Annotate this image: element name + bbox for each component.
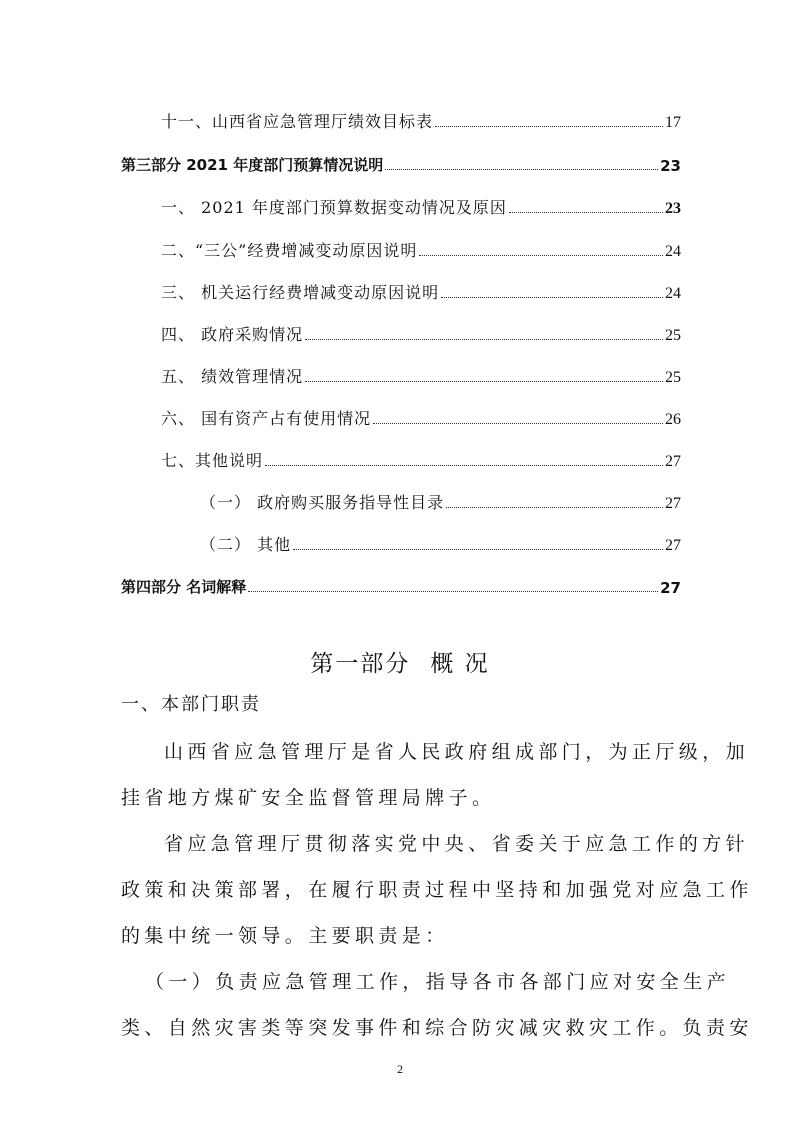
toc-entry-page: 25 xyxy=(665,369,681,386)
toc-entry-page: 24 xyxy=(665,243,681,260)
toc-entry[interactable] xyxy=(161,231,681,261)
toc-entry-page: 27 xyxy=(665,537,681,554)
toc-entry-page: 27 xyxy=(665,453,681,470)
section-title-name: 概 况 xyxy=(430,651,490,677)
paragraph-line: 挂省地方煤矿安全监督管理局牌子。 xyxy=(121,787,496,809)
toc-leader-dots xyxy=(446,506,663,508)
paragraph-line: 政策和决策部署，在履行职责过程中坚持和加强党对应急工作 xyxy=(121,879,753,901)
toc-entry[interactable] xyxy=(161,102,681,132)
paragraph-line: 的集中统一领导。主要职责是： xyxy=(121,925,449,947)
toc-leader-dots xyxy=(305,338,663,340)
toc-entry-label: 五、 绩效管理情况 xyxy=(161,367,304,386)
paragraph-line: 类、自然灾害类等突发事件和综合防灾减灾救灾工作。负责安 xyxy=(121,1017,753,1039)
toc-leader-dots xyxy=(293,548,663,550)
toc-leader-dots xyxy=(265,464,663,466)
toc-leader-dots xyxy=(435,125,663,127)
toc-leader-dots xyxy=(373,422,663,424)
toc-entry-label: （一） 政府购买服务指导性目录 xyxy=(200,493,445,512)
toc-entry-label: 一、 2021 年度部门预算数据变动情况及原因 xyxy=(161,198,507,217)
toc-entry[interactable] xyxy=(161,441,681,471)
toc-entry-label: 二、“三公”经费增减变动原因说明 xyxy=(161,241,418,260)
toc-entry[interactable] xyxy=(161,273,681,303)
toc-entry-page: 26 xyxy=(665,411,681,428)
paragraph-line: 省应急管理厅贯彻落实党中央、省委关于应急工作的方针 xyxy=(164,833,750,855)
paragraph-line: 山西省应急管理厅是省人民政府组成部门，为正厅级，加 xyxy=(164,741,750,763)
toc-leader-dots xyxy=(305,380,663,382)
toc-entry-label: 七、其他说明 xyxy=(161,451,264,470)
toc-leader-dots xyxy=(385,168,658,170)
toc-entry-page: 17 xyxy=(665,114,681,131)
subheading: 一、本部门职责 xyxy=(121,694,261,715)
paragraph-line: （一）负责应急管理工作，指导各市各部门应对安全生产 xyxy=(145,971,731,993)
toc-leader-dots xyxy=(509,211,663,213)
toc-leader-dots xyxy=(419,254,663,256)
toc-leader-dots xyxy=(248,590,658,592)
toc-entry-label: 三、 机关运行经费增减变动原因说明 xyxy=(161,283,440,302)
toc-entry-page: 27 xyxy=(665,495,681,512)
toc-entry-page: 23 xyxy=(660,157,681,175)
toc-entry-label: 第三部分 2021 年度部门预算情况说明 xyxy=(121,156,384,174)
toc-entry-page: 23 xyxy=(665,200,681,217)
toc-entry-page: 25 xyxy=(665,327,681,344)
toc-entry[interactable] xyxy=(121,567,681,597)
toc-entry[interactable] xyxy=(161,357,681,387)
page-number: 2 xyxy=(397,1062,403,1076)
toc-entry[interactable] xyxy=(161,315,681,345)
section-title xyxy=(0,645,800,678)
toc-entry-label: 六、 国有资产占有使用情况 xyxy=(161,409,372,428)
toc-entry[interactable] xyxy=(161,188,681,218)
toc-entry-page: 27 xyxy=(660,579,681,597)
section-title-part: 第一部分 xyxy=(310,651,411,677)
toc-entry[interactable] xyxy=(200,483,681,513)
toc-entry[interactable] xyxy=(200,525,681,555)
toc-entry-page: 24 xyxy=(665,285,681,302)
toc-entry-label: 四、 政府采购情况 xyxy=(161,325,304,344)
toc-leader-dots xyxy=(441,296,663,298)
toc-entry[interactable] xyxy=(121,145,681,175)
toc-entry-label: （二） 其他 xyxy=(200,535,292,554)
toc-entry-label: 十一、山西省应急管理厅绩效目标表 xyxy=(161,112,434,131)
toc-entry[interactable] xyxy=(161,399,681,429)
toc-entry-label: 第四部分 名词解释 xyxy=(121,578,247,596)
